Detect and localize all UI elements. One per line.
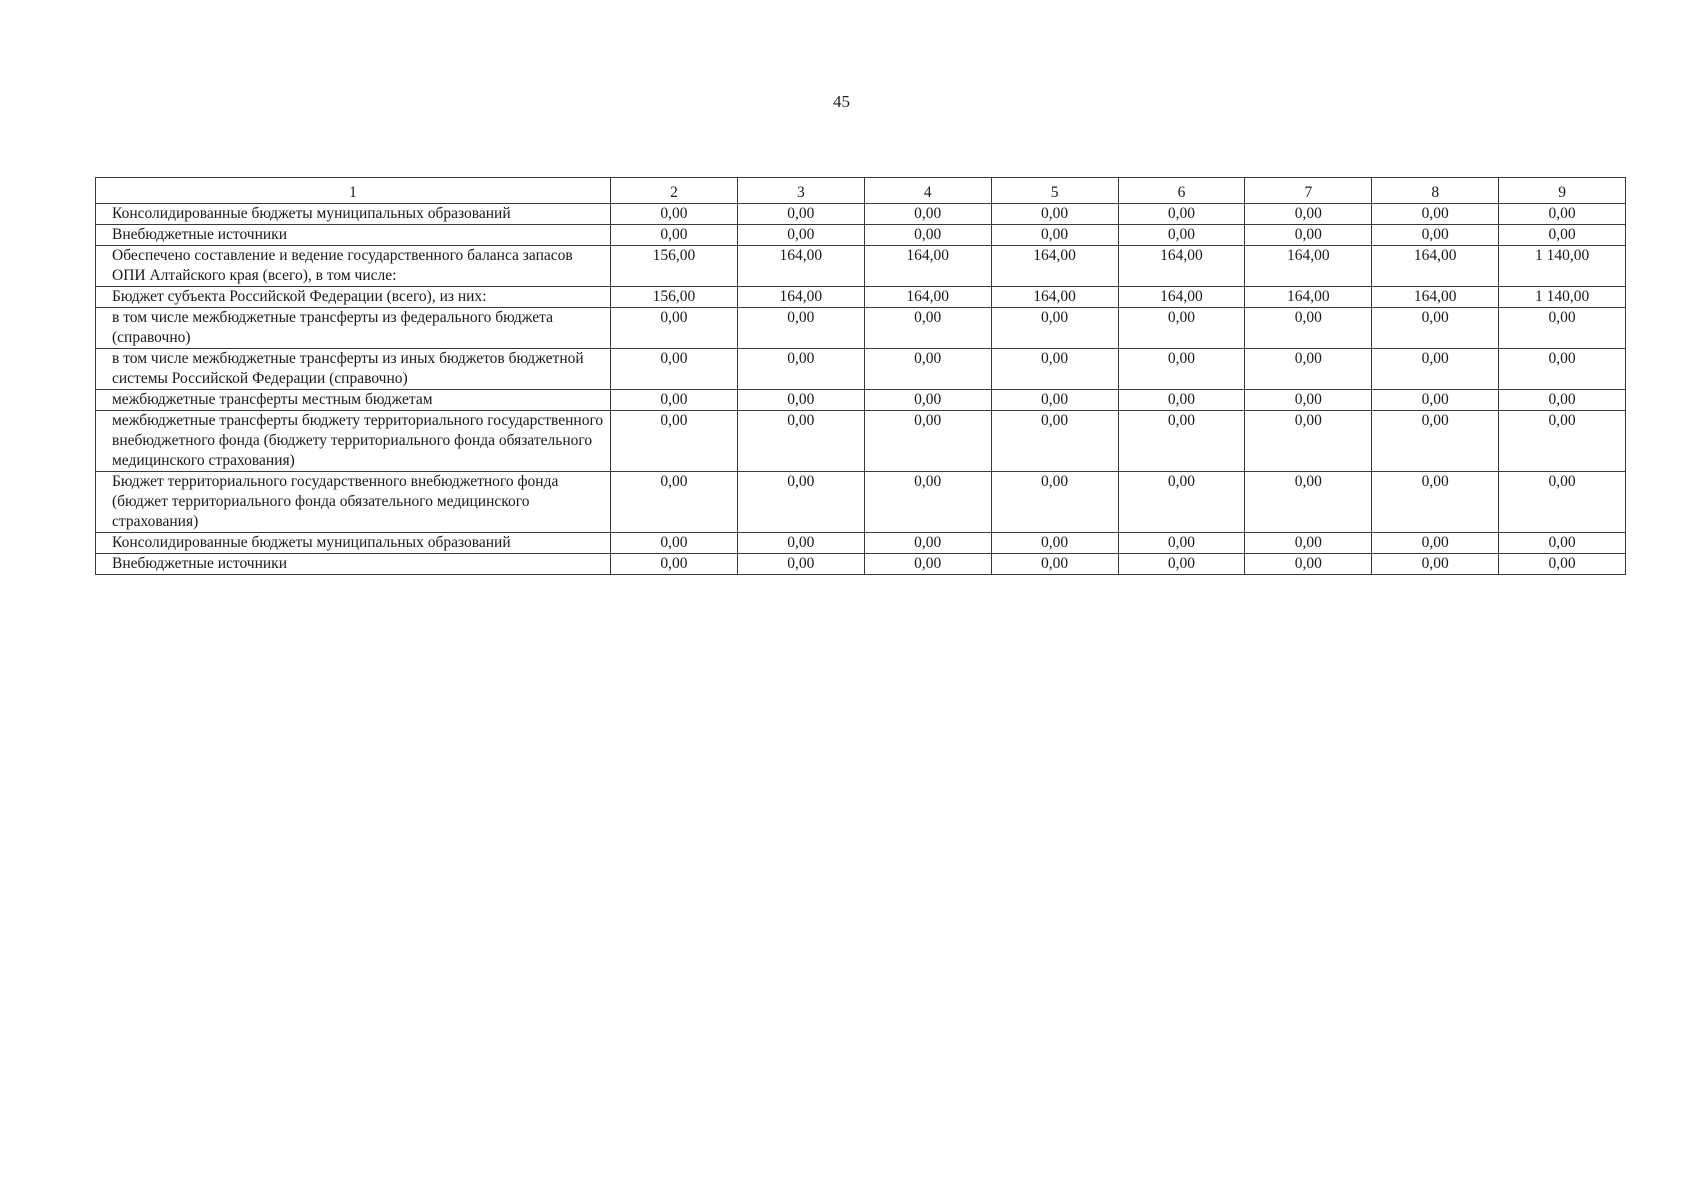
column-header: 5 xyxy=(991,178,1118,204)
table-cell-value: 0,00 xyxy=(611,554,738,575)
table-cell-value: 0,00 xyxy=(611,225,738,246)
table-cell-value: 164,00 xyxy=(1372,246,1499,287)
table-cell-value: 0,00 xyxy=(1372,349,1499,390)
table-cell-value: 0,00 xyxy=(864,308,991,349)
table-cell-value: 0,00 xyxy=(1245,308,1372,349)
row-label: Бюджет субъекта Российской Федерации (всего), из них: xyxy=(96,287,611,308)
table-cell-value: 0,00 xyxy=(864,349,991,390)
row-label: Консолидированные бюджеты муниципальных образований xyxy=(96,533,611,554)
table-cell-value: 0,00 xyxy=(864,554,991,575)
row-label: в том числе межбюджетные трансферты из иных бюджетов бюджетной системы Российской Федерации (справочно) xyxy=(96,349,611,390)
table-cell-value: 0,00 xyxy=(737,225,864,246)
table-cell-value: 0,00 xyxy=(864,204,991,225)
table-cell-value: 0,00 xyxy=(1245,225,1372,246)
row-label: межбюджетные трансферты местным бюджетам xyxy=(96,390,611,411)
table-cell-value: 0,00 xyxy=(611,349,738,390)
table-row xyxy=(96,287,1626,308)
table-cell-value: 0,00 xyxy=(1245,554,1372,575)
table-cell-value: 0,00 xyxy=(1372,308,1499,349)
table-cell-value: 0,00 xyxy=(1372,204,1499,225)
row-label: в том числе межбюджетные трансферты из федерального бюджета (справочно) xyxy=(96,308,611,349)
table-cell-value: 164,00 xyxy=(1118,246,1245,287)
table-cell-value: 156,00 xyxy=(611,246,738,287)
table-cell-value: 164,00 xyxy=(737,287,864,308)
table-row xyxy=(96,349,1626,390)
table-row xyxy=(96,308,1626,349)
column-header: 2 xyxy=(611,178,738,204)
table-cell-value: 164,00 xyxy=(864,246,991,287)
table-row xyxy=(96,390,1626,411)
table-cell-value: 0,00 xyxy=(1499,411,1626,472)
row-label: Внебюджетные источники xyxy=(96,225,611,246)
table-cell-value: 0,00 xyxy=(737,204,864,225)
table-cell-value: 0,00 xyxy=(864,411,991,472)
column-header: 7 xyxy=(1245,178,1372,204)
table-cell-value: 0,00 xyxy=(991,349,1118,390)
table-cell-value: 0,00 xyxy=(1118,390,1245,411)
page-number: 45 xyxy=(833,92,850,111)
table-cell-value: 0,00 xyxy=(1118,308,1245,349)
table-cell-value: 0,00 xyxy=(1499,554,1626,575)
table-row xyxy=(96,472,1626,533)
table-cell-value: 0,00 xyxy=(1372,411,1499,472)
table-cell-value: 0,00 xyxy=(737,554,864,575)
table-cell-value: 0,00 xyxy=(611,204,738,225)
column-header: 4 xyxy=(864,178,991,204)
table-cell-value: 0,00 xyxy=(1499,204,1626,225)
table-cell-value: 164,00 xyxy=(991,246,1118,287)
table-cell-value: 0,00 xyxy=(1372,472,1499,533)
table-cell-value: 164,00 xyxy=(864,287,991,308)
table-cell-value: 0,00 xyxy=(991,472,1118,533)
row-label: Внебюджетные источники xyxy=(96,554,611,575)
table-cell-value: 0,00 xyxy=(611,533,738,554)
table-cell-value: 164,00 xyxy=(1245,246,1372,287)
table-cell-value: 0,00 xyxy=(1245,411,1372,472)
table-cell-value: 0,00 xyxy=(611,308,738,349)
table-cell-value: 0,00 xyxy=(864,472,991,533)
table-cell-value: 164,00 xyxy=(991,287,1118,308)
table-cell-value: 0,00 xyxy=(991,411,1118,472)
table-cell-value: 0,00 xyxy=(991,204,1118,225)
table-cell-value: 0,00 xyxy=(991,554,1118,575)
table-cell-value: 0,00 xyxy=(1499,349,1626,390)
table-body xyxy=(96,204,1626,575)
table-cell-value: 0,00 xyxy=(1245,472,1372,533)
table-cell-value: 0,00 xyxy=(611,390,738,411)
table-cell-value: 0,00 xyxy=(991,308,1118,349)
table-header-row xyxy=(96,178,1626,204)
table-cell-value: 0,00 xyxy=(864,390,991,411)
table-cell-value: 0,00 xyxy=(1245,533,1372,554)
table-cell-value: 0,00 xyxy=(611,472,738,533)
table-cell-value: 0,00 xyxy=(737,472,864,533)
table-row xyxy=(96,533,1626,554)
row-label: Консолидированные бюджеты муниципальных образований xyxy=(96,204,611,225)
table-cell-value: 156,00 xyxy=(611,287,738,308)
table-cell-value: 0,00 xyxy=(737,411,864,472)
table-cell-value: 0,00 xyxy=(1118,349,1245,390)
table-cell-value: 0,00 xyxy=(991,225,1118,246)
table-cell-value: 0,00 xyxy=(1118,204,1245,225)
column-header: 6 xyxy=(1118,178,1245,204)
table-cell-value: 0,00 xyxy=(1245,390,1372,411)
table-cell-value: 0,00 xyxy=(737,308,864,349)
table-cell-value: 0,00 xyxy=(1118,554,1245,575)
table-cell-value: 0,00 xyxy=(1499,533,1626,554)
table-cell-value: 0,00 xyxy=(991,533,1118,554)
table-cell-value: 0,00 xyxy=(1118,411,1245,472)
row-label: межбюджетные трансферты бюджету территориального государственного внебюджетного фонда (бюджету территориального фонда обязательного медицинского страхования) xyxy=(96,411,611,472)
table-cell-value: 0,00 xyxy=(1245,349,1372,390)
table-row xyxy=(96,204,1626,225)
table-cell-value: 0,00 xyxy=(1118,533,1245,554)
table-cell-value: 0,00 xyxy=(991,390,1118,411)
table-cell-value: 164,00 xyxy=(1372,287,1499,308)
table-cell-value: 0,00 xyxy=(1372,533,1499,554)
table-row xyxy=(96,246,1626,287)
table-row xyxy=(96,554,1626,575)
table-row xyxy=(96,225,1626,246)
table-cell-value: 0,00 xyxy=(1118,225,1245,246)
table-cell-value: 0,00 xyxy=(1372,390,1499,411)
table-cell-value: 164,00 xyxy=(1118,287,1245,308)
table-cell-value: 0,00 xyxy=(737,390,864,411)
table-cell-value: 0,00 xyxy=(611,411,738,472)
row-label: Обеспечено составление и ведение государственного баланса запасов ОПИ Алтайского края (всего), в том числе: xyxy=(96,246,611,287)
budget-table xyxy=(95,177,1626,575)
table-cell-value: 0,00 xyxy=(1499,308,1626,349)
table-cell-value: 1 140,00 xyxy=(1499,287,1626,308)
column-header: 8 xyxy=(1372,178,1499,204)
table-cell-value: 0,00 xyxy=(1499,225,1626,246)
table-cell-value: 164,00 xyxy=(737,246,864,287)
table-cell-value: 0,00 xyxy=(1499,390,1626,411)
table-cell-value: 0,00 xyxy=(864,225,991,246)
table-cell-value: 0,00 xyxy=(1372,225,1499,246)
row-label: Бюджет территориального государственного внебюджетного фонда (бюджет территориального фонда обязательного медицинского страхования) xyxy=(96,472,611,533)
table-cell-value: 0,00 xyxy=(737,533,864,554)
column-header: 3 xyxy=(737,178,864,204)
column-header: 9 xyxy=(1499,178,1626,204)
table-cell-value: 1 140,00 xyxy=(1499,246,1626,287)
table-cell-value: 164,00 xyxy=(1245,287,1372,308)
table-cell-value: 0,00 xyxy=(1499,472,1626,533)
column-header: 1 xyxy=(96,178,611,204)
table-cell-value: 0,00 xyxy=(1372,554,1499,575)
table-cell-value: 0,00 xyxy=(1118,472,1245,533)
table-cell-value: 0,00 xyxy=(737,349,864,390)
table-cell-value: 0,00 xyxy=(864,533,991,554)
table-row xyxy=(96,411,1626,472)
table-cell-value: 0,00 xyxy=(1245,204,1372,225)
